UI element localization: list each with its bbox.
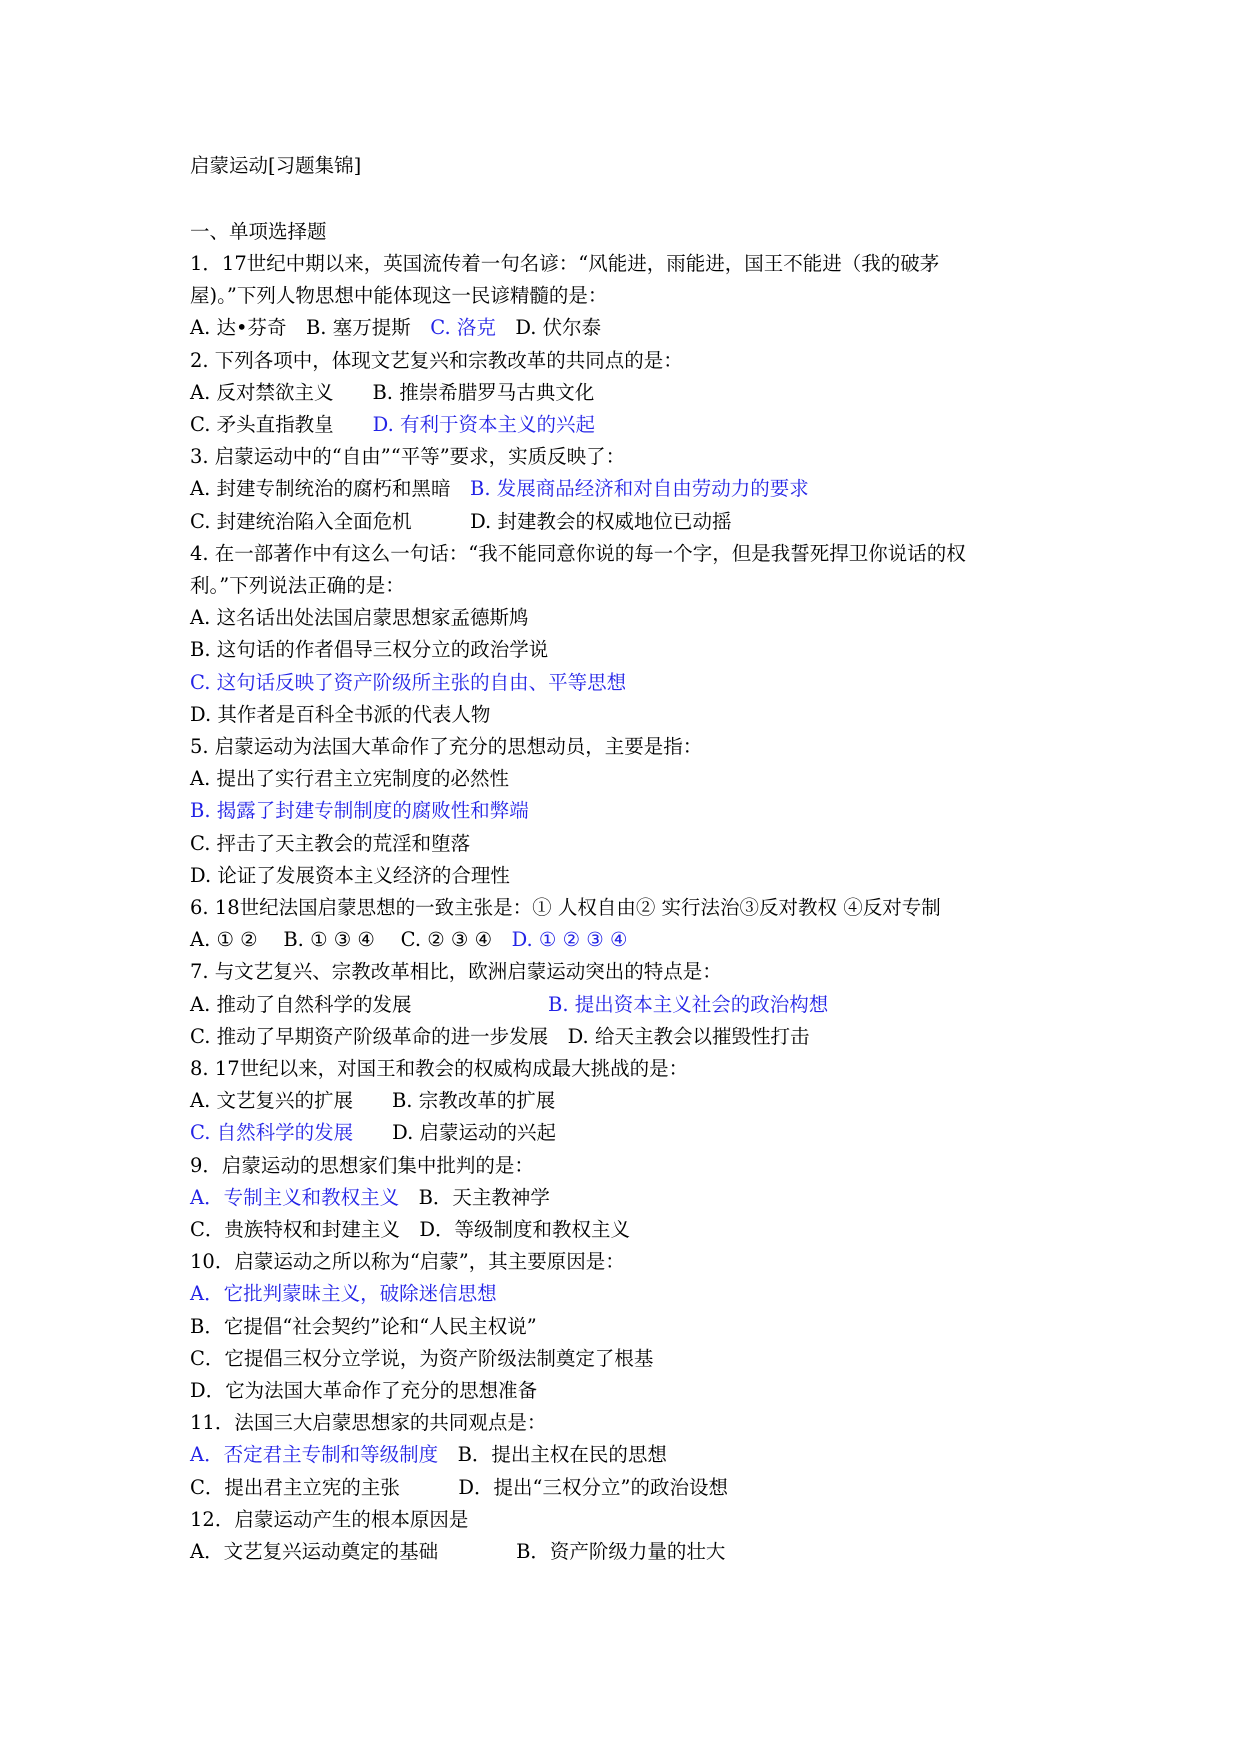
question-text: A. ① ② B. ① ③ ④ C. ② ③ ④	[190, 928, 512, 952]
text-line	[190, 828, 470, 860]
question-text: 12．启蒙运动产生的根本原因是	[190, 1507, 469, 1531]
text-line	[190, 699, 490, 731]
text-line	[190, 924, 627, 956]
question-text: 7. 与文艺复兴、宗教改革相比，欧洲启蒙运动突出的特点是：	[190, 960, 722, 984]
text-line	[190, 731, 702, 763]
question-text: 屋)。”下列人物思想中能体现这一民谚精髓的是：	[190, 284, 608, 308]
text-line	[190, 1117, 556, 1149]
text-line	[190, 345, 683, 377]
document-title: 启蒙运动[习题集锦]	[190, 154, 362, 177]
question-text: D. 伏尔泰	[495, 316, 602, 340]
question-text: B．提出主权在民的思想	[438, 1443, 667, 1467]
text-line	[190, 506, 731, 538]
question-text: B. 这句话的作者倡导三权分立的政治学说	[190, 638, 549, 662]
text-line	[190, 1214, 630, 1246]
text-line	[190, 1021, 809, 1053]
text-line	[190, 1375, 537, 1407]
answer-text: C. 这句话反映了资产阶级所主张的自由、平等思想	[190, 670, 627, 694]
text-line	[190, 1343, 653, 1375]
question-text: 8. 17世纪以来，对国王和教会的权威构成最大挑战的是：	[190, 1057, 689, 1080]
text-line	[190, 473, 809, 505]
question-text: A. 文艺复兴的扩展 B. 宗教改革的扩展	[190, 1089, 556, 1113]
question-text: 2. 下列各项中，体现文艺复兴和宗教改革的共同点的是：	[190, 348, 683, 372]
answer-text: A．否定君主专制和等级制度	[190, 1443, 439, 1467]
section-heading: 一、单项选择题	[190, 220, 327, 243]
question-text: 1．17世纪中期以来，英国流传着一句名谚：“风能进，雨能进，国王不能进（我的破茅	[190, 252, 940, 275]
text-line	[190, 312, 601, 344]
answer-text: C. 洛克	[430, 316, 496, 340]
question-text: A. 提出了实行君主立宪制度的必然性	[190, 767, 509, 791]
question-text: 5. 启蒙运动为法国大革命作了充分的思想动员，主要是指：	[190, 735, 703, 758]
answer-text: A．它批判蒙昧主义，破除迷信思想	[190, 1282, 497, 1306]
text-line	[190, 409, 595, 441]
question-text: 利。”下列说法正确的是：	[190, 574, 405, 597]
text-line	[190, 1053, 688, 1085]
text-line	[190, 538, 966, 570]
text-line	[190, 1182, 550, 1214]
text-line	[190, 1278, 497, 1310]
text-line	[190, 1085, 555, 1117]
text-line	[190, 860, 510, 892]
text-line	[190, 795, 529, 827]
question-text: A. 这名话出处法国启蒙思想家孟德斯鸠	[190, 606, 529, 630]
question-text: D. 启蒙运动的兴起	[353, 1121, 556, 1145]
question-text: A. 推动了自然科学的发展	[190, 992, 548, 1016]
question-text: D．它为法国大革命作了充分的思想准备	[190, 1379, 538, 1402]
question-text: 4. 在一部著作中有这么一句话：“我不能同意你说的每一个字，但是我誓死捍卫你说话的权	[190, 541, 966, 565]
question-text: C. 抨击了天主教会的荒淫和堕落	[190, 831, 471, 855]
question-text: 9．启蒙运动的思想家们集中批判的是：	[190, 1153, 534, 1177]
text-line	[190, 602, 528, 634]
text-line	[190, 441, 625, 473]
answer-text: B. 提出资本主义社会的政治构想	[547, 992, 829, 1016]
text-line	[190, 570, 405, 602]
question-text: D. 其作者是百科全书派的代表人物	[190, 702, 491, 726]
question-text: C．贵族特权和封建主义 D．等级制度和教权主义	[190, 1218, 631, 1241]
text-line	[190, 989, 828, 1021]
text-line	[190, 1407, 546, 1439]
text-line	[190, 1150, 534, 1182]
answer-text: A．专制主义和教权主义	[190, 1185, 400, 1209]
question-text: C．提出君主立宪的主张 D．提出“三权分立”的政治设想	[190, 1475, 728, 1499]
text-line	[190, 377, 594, 409]
answer-text: C. 自然科学的发展	[190, 1121, 354, 1145]
text-line	[190, 1472, 728, 1504]
text-line	[190, 280, 607, 312]
text-line	[190, 248, 939, 280]
text-line	[190, 1536, 725, 1568]
question-text: A. 达•芬奇 B. 塞万提斯	[190, 316, 431, 340]
question-text: 6. 18世纪法国启蒙思想的一致主张是：① 人权自由② 实行法治③反对教权 ④反对专制	[190, 896, 941, 919]
question-text: C. 封建统治陷入全面危机 D. 封建教会的权威地位已动摇	[190, 509, 732, 533]
question-text: C. 矛头直指教皇	[190, 413, 373, 436]
text-line	[190, 1504, 468, 1536]
text-line	[190, 763, 509, 795]
text-line	[190, 667, 626, 699]
question-text: C．它提倡三权分立学说，为资产阶级法制奠定了根基	[190, 1346, 654, 1370]
question-text: 3. 启蒙运动中的“自由”“平等”要求，实质反映了：	[190, 445, 626, 469]
text-line	[190, 892, 941, 924]
text-line	[190, 634, 548, 666]
text-line	[190, 1311, 537, 1343]
question-text: A. 封建专制统治的腐朽和黑暗	[190, 477, 470, 501]
answer-text: D. 有利于资本主义的兴起	[372, 413, 595, 436]
question-text: B．天主教神学	[399, 1185, 550, 1209]
text-line	[190, 1246, 625, 1278]
question-text: 11．法国三大启蒙思想家的共同观点是：	[190, 1411, 547, 1435]
text-line	[190, 1439, 667, 1471]
answer-text: B. 发展商品经济和对自由劳动力的要求	[469, 477, 809, 501]
answer-text: D. ① ② ③ ④	[511, 928, 628, 952]
question-text: D. 论证了发展资本主义经济的合理性	[190, 863, 510, 887]
question-text: C. 推动了早期资产阶级革命的进一步发展 D. 给天主教会以摧毁性打击	[190, 1024, 810, 1048]
question-text: A．文艺复兴运动奠定的基础 B．资产阶级力量的壮大	[190, 1540, 726, 1563]
question-text: B．它提倡“社会契约”论和“人民主权说”	[190, 1314, 537, 1338]
text-line	[190, 956, 722, 988]
question-text: 10．启蒙运动之所以称为“启蒙”，其主要原因是：	[190, 1250, 625, 1274]
answer-text: B. 揭露了封建专制制度的腐败性和弊端	[190, 799, 529, 823]
question-text: A. 反对禁欲主义 B. 推崇希腊罗马古典文化	[190, 380, 595, 404]
